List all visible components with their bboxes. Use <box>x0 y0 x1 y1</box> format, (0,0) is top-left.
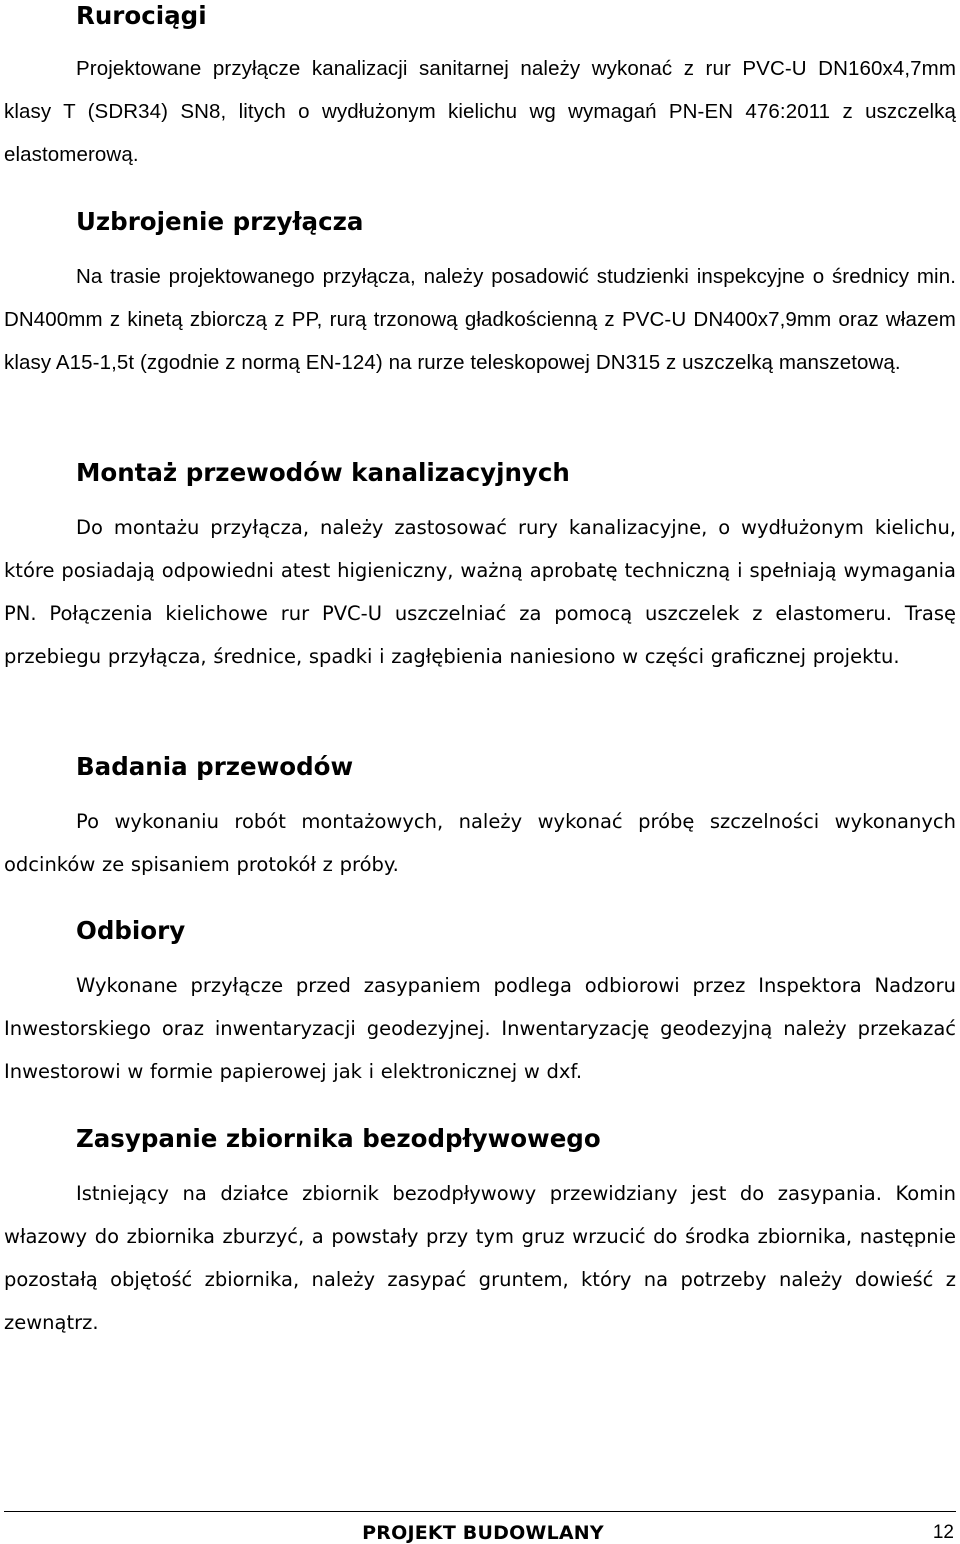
section-heading: Montaż przewodów kanalizacyjnych <box>76 458 570 487</box>
section-montaz-przewodow <box>4 459 956 678</box>
section-heading: Badania przewodów <box>76 752 354 781</box>
section-paragraph: Projektowane przyłącze kanalizacji sanitarnej należy wykonać z rur PVC-U DN160x4,7mm klasy T (SDR34) SN8, litych o wydłużonym kielichu wg wymagań PN-EN 476:2011 z uszczelką elastomerową. <box>4 57 956 166</box>
section-paragraph: Wykonane przyłącze przed zasypaniem podlega odbiorowi przez Inspektora Nadzoru Inwestorskiego oraz inwentaryzacji geodezyjnej. Inwentaryzację geodezyjną należy przekazać Inwestorowi w formie papierowej jak i elektronicznej w dxf. <box>4 974 956 1083</box>
section-uzbrojenie-przylacza <box>4 208 956 384</box>
section-heading: Zasypanie zbiornika bezodpływowego <box>76 1124 601 1153</box>
section-paragraph: Na trasie projektowanego przyłącza, należy posadowić studzienki inspekcyjne o średnicy min. DN400mm z kinetą zbiorczą z PP, rurą trzonową gładkościenną z PVC-U DN400x7,9mm oraz włazem klasy A15-1,5t (zgodnie z normą EN-124) na rurze teleskopowej DN315 z uszczelką manszetową. <box>4 265 956 374</box>
section-odbiory <box>4 917 956 1093</box>
section-zasypanie-zbiornika <box>4 1125 956 1344</box>
section-heading: Uzbrojenie przyłącza <box>76 207 364 236</box>
section-paragraph: Po wykonaniu robót montażowych, należy wykonać próbę szczelności wykonanych odcinków ze spisaniem protokół z próby. <box>4 810 956 876</box>
section-heading: Rurociągi <box>76 1 207 30</box>
section-badania-przewodow <box>4 753 956 886</box>
section-paragraph: Istniejący na działce zbiornik bezodpływowy przewidziany jest do zasypania. Komin włazowy do zbiornika zburzyć, a powstały przy tym gruz wrzucić do środka zbiornika, następnie pozostałą objętość zbiornika, należy zasypać gruntem, który na potrzeby należy dowieść z zewnątrz. <box>4 1182 956 1334</box>
section-paragraph: Do montażu przyłącza, należy zastosować rury kanalizacyjne, o wydłużonym kielichu, które posiadają odpowiedni atest higieniczny, ważną aprobatę techniczną i spełniają wymagania PN. Połączenia kielichowe rur PVC-U uszczelniać za pomocą uszczelek z elastomeru. Trasę przebiegu przyłącza, średnice, spadki i zagłębienia naniesiono w części graficznej projektu. <box>4 516 956 668</box>
page-number: 12 <box>932 1522 954 1543</box>
section-rurociagi <box>4 2 956 176</box>
footer-divider <box>4 1511 956 1512</box>
footer-title: PROJEKT BUDOWLANY <box>362 1522 604 1544</box>
section-heading: Odbiory <box>76 916 186 945</box>
